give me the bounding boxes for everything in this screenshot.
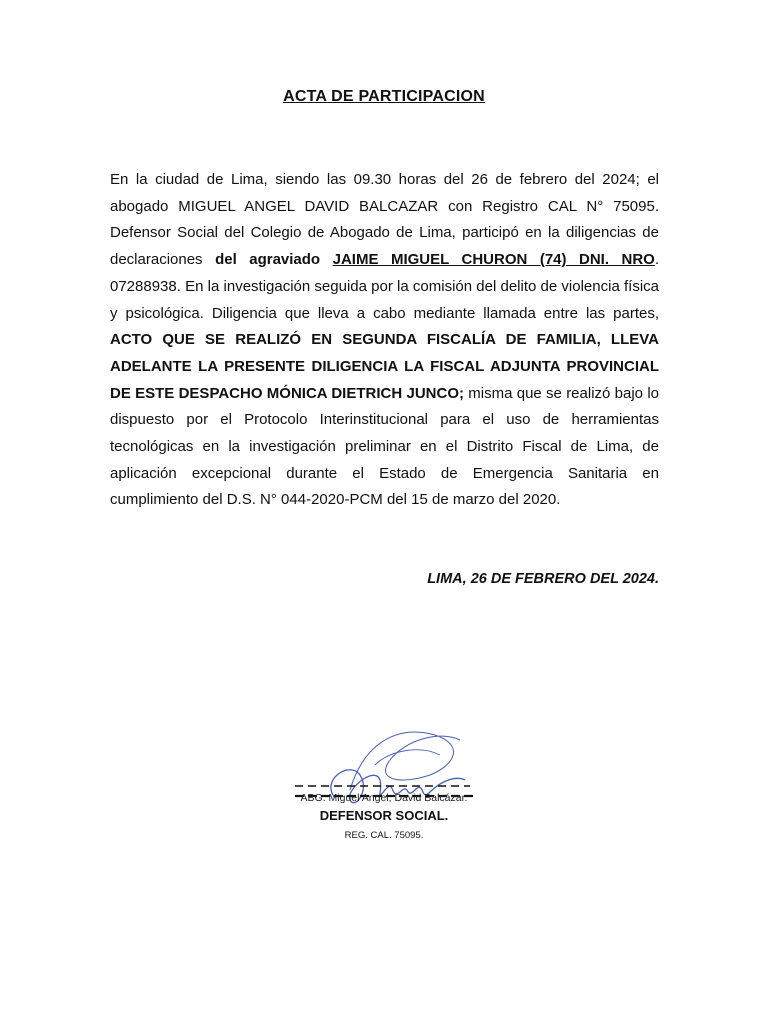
signatory-registry: REG. CAL. 75095. — [344, 830, 424, 841]
body-text-investigation: . En la investigación seguida por la comisión del delito de violencia física y psicológica. Diligencia que lleva a cabo mediante llamada entre las partes, — [110, 277, 659, 322]
body-text-protocol: misma que se realizó bajo lo dispuesto por el Protocolo Interinstitucional para el uso de herramientas tecnológicas en la investigación preliminar en el Distrito Fiscal de Lima, de aplicación excepcional durante el Estado de Emergencia Sanitaria en cumplimiento del D.S. N° 044-2020-PCM del 15 de marzo del 2020. — [110, 384, 659, 509]
body-text-space — [320, 251, 333, 268]
signatory-role: DEFENSOR SOCIAL. — [319, 808, 449, 823]
place-date: LIMA, 26 DE FEBRERO DEL 2024. — [427, 571, 659, 587]
body-text-agraviado: del agraviado — [215, 251, 321, 269]
body-text-victim-name: JAIME MIGUEL CHURON (74) DNI. NRO — [332, 251, 655, 269]
signatory-name: ABG. Miguel Angel, David Balcázar. — [300, 792, 468, 804]
body-text-act-details: ACTO QUE SE REALIZÓ EN SEGUNDA FISCALÍA DE FAMILIA, LLEVA ADELANTE LA PRESENTE DILIGENCIA LA FISCAL ADJUNTA PROVINCIAL DE ESTE DESPACHO MÓNICA DIETRICH JUNCO; — [110, 331, 659, 402]
body-text-dni: . 07288938 — [110, 251, 660, 295]
handwritten-signature — [280, 720, 500, 820]
document-title: ACTA DE PARTICIPACION — [283, 88, 485, 105]
body-text-intro: En la ciudad de Lima, siendo las 09.30 horas del 26 de febrero del 2024; el abogado MIGUEL ANGEL DAVID BALCAZAR con Registro CAL N° 75095. Defensor Social del Colegio de Abogado de Lima, participó en la diligencias de declaraciones — [110, 171, 659, 269]
document-body-paragraph — [110, 167, 659, 514]
